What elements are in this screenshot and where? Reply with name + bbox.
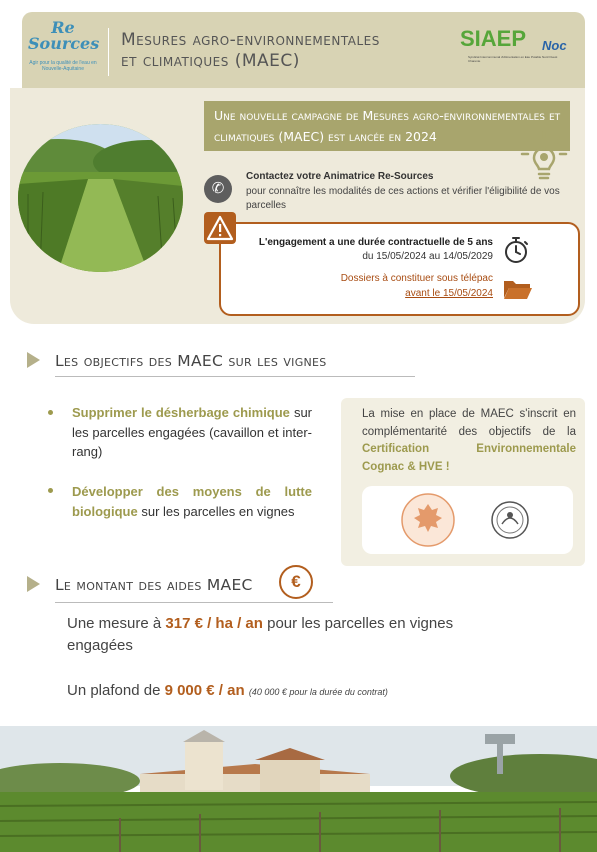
- siaep-logo-suffix: Noc: [542, 38, 567, 53]
- ceiling-text: [67, 681, 507, 702]
- page-title: [121, 30, 401, 72]
- siaep-logo: [460, 26, 570, 66]
- bullet-icon: [48, 410, 53, 415]
- header-divider: [108, 28, 109, 76]
- bullet-icon: [48, 488, 53, 493]
- engagement-dates: du 15/05/2024 au 14/05/2029: [362, 251, 493, 262]
- measure-post: pour les parcelles en vignes engagées: [67, 615, 454, 654]
- dossiers-deadline: avant le 15/05/2024: [405, 287, 493, 299]
- engagement-text: [230, 236, 493, 264]
- certification-bold: Certification Environnementale Cognac & HVE !: [362, 443, 576, 473]
- cognac-certification-logo: [402, 494, 454, 546]
- contact-detail: pour connaître les modalités de ces actions et vérifier l'éligibilité de vos parcelles: [246, 185, 560, 211]
- dossiers-telepac: Dossiers à constituer sous télépac: [340, 273, 493, 284]
- measure-value: 317 € / ha / an: [165, 615, 263, 632]
- campaign-banner-text: Une nouvelle campagne de Mesures agro-environnementales et climatiques (MAEC) est lancée en 2024: [214, 108, 561, 144]
- certification-text: [362, 406, 576, 476]
- ceiling-value: 9 000 € / an: [164, 682, 245, 699]
- title-line-2: et climatiques (MAEC): [121, 51, 300, 71]
- re-sources-logo: [28, 20, 98, 76]
- contact-text: [246, 170, 566, 214]
- section-arrow-icon: [27, 576, 40, 592]
- amount-heading: Le montant des aides MAEC: [55, 576, 253, 594]
- objectives-heading: Les objectifs des MAEC sur les vignes: [55, 352, 327, 370]
- siaep-logo-text: SIAEP: [460, 26, 527, 51]
- logo-subtitle: Agir pour la qualité de l'eau en Nouvelle-Aquitaine: [29, 60, 97, 72]
- logo-line-2: Sources: [28, 34, 100, 53]
- certification-intro: La mise en place de MAEC s'inscrit en complémentarité des objectifs de la: [362, 408, 576, 438]
- objective-2-bold: Développer des moyens de lutte biologique: [72, 484, 312, 519]
- objective-1-bold: Supprimer le désherbage chimique: [72, 405, 290, 420]
- dossiers-text: [230, 272, 493, 301]
- measure-pre: Une mesure à: [67, 615, 162, 632]
- chateau-vineyard-photo: [0, 726, 597, 852]
- objective-item-1: [72, 403, 312, 462]
- vineyard-row-image: [18, 124, 183, 272]
- certification-logos: [362, 486, 573, 554]
- vineyard-photo: [18, 124, 183, 272]
- objective-2-text: sur les parcelles en vignes: [141, 503, 295, 519]
- title-line-1: Mesures agro-environnementales: [121, 30, 380, 50]
- objective-1-text: sur les parcelles engagées (cavaillon et inter-rang): [72, 405, 312, 459]
- objectives-underline: [55, 376, 415, 377]
- amount-underline: [55, 602, 333, 603]
- logo-line-1: Re: [51, 18, 75, 37]
- contact-bold: Contactez votre Animatrice Re-Sources: [246, 171, 434, 182]
- folder-icon: [503, 278, 533, 300]
- stopwatch-icon: [503, 236, 529, 264]
- hve-logo: [492, 502, 528, 538]
- engagement-duration: L'engagement a une durée contractuelle de 5 ans: [258, 237, 493, 248]
- siaep-subtitle: Syndicat Intercommunal d'Alimentation en Eau Potable Nord Ouest Charente: [468, 55, 558, 63]
- euro-icon: €: [279, 565, 313, 599]
- section-arrow-icon: [27, 352, 40, 368]
- ceiling-note: (40 000 € pour la durée du contrat): [248, 687, 388, 697]
- objective-item-2: [72, 482, 312, 521]
- ceiling-pre: Un plafond de: [67, 682, 161, 699]
- phone-icon: ✆: [204, 175, 232, 203]
- measure-text: [67, 613, 487, 657]
